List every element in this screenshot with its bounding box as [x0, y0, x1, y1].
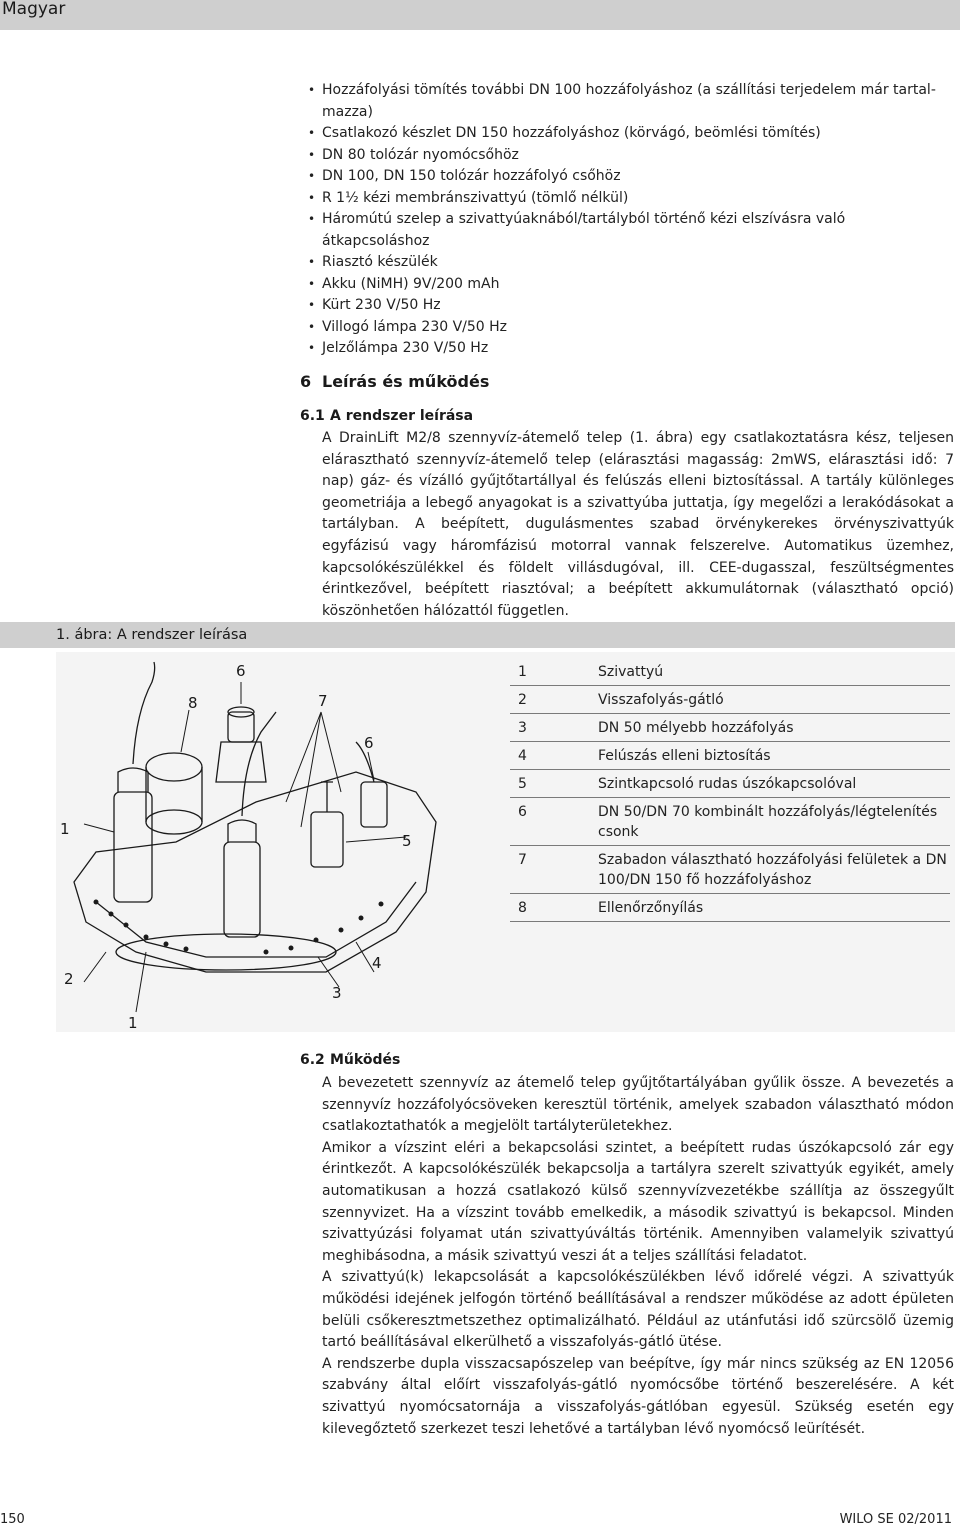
legend-text: DN 50/DN 70 kombinált hozzáfolyás/légtelenítés csonk: [598, 798, 950, 846]
section-6-2-number: 6.2: [300, 1052, 325, 1068]
callout-label: 3: [332, 984, 342, 1002]
left-pump-cap: [118, 768, 148, 792]
legend-text: Szabadon választható hozzáfolyási felületek a DN 100/DN 150 fő hozzáfolyáshoz: [598, 846, 950, 894]
legend-row: [510, 846, 950, 894]
legend-number: 8: [510, 894, 598, 922]
legend-text: Szintkapcsoló rudas úszókapcsolóval: [598, 770, 950, 798]
left-pump-hose: [133, 662, 155, 764]
paragraph: Amikor a vízszint eléri a bekapcsolási szintet, a beépített rudas úszókapcsoló zár egy érintkezőt. A kapcsolókészülék bekapcsolja a tartályra szerelt szivattyúk egyikét, amely automatikusan a hozzá csatlakozó külső szennyvízvezetékbe szállítja az összegyűlt szennyvizet. Ha a vízszint tovább emelkedik, a második szivattyú is bekapcsol. Minden szivattyúzási folyamat után szivattyúváltás történik. Amennyiben valamelyik szivattyú meghibásodna, a másik szivattyú veszi át a teljes szállítási feladatot.: [322, 1139, 954, 1264]
callout-label: 8: [188, 694, 198, 712]
figure-caption: 1. ábra: A rendszer leírása: [56, 627, 248, 643]
inlet-right: [361, 782, 387, 827]
legend-row: [510, 686, 950, 714]
figure-legend: [510, 658, 950, 922]
section-6-1-heading: [300, 408, 473, 424]
callout-label: 7: [318, 692, 328, 710]
list-item: • Hozzáfolyási tömítés további DN 100 hozzáfolyáshoz (a szállítási terjedelem már tartal-mazza): [308, 80, 953, 123]
callout-label: 5: [402, 832, 412, 850]
legend-text: Felúszás elleni biztosítás: [598, 742, 950, 770]
legend-number: 7: [510, 846, 598, 894]
legend-row: [510, 658, 950, 686]
callout-label: 6: [236, 662, 246, 680]
legend-row: [510, 894, 950, 922]
list-item: • DN 80 tolózár nyomócsőhöz: [308, 145, 953, 167]
legend-row: [510, 770, 950, 798]
tank-inner-rim: [96, 882, 416, 957]
accessory-list: [308, 80, 953, 360]
callout-label: 6: [364, 734, 374, 752]
language-header: [0, 0, 960, 30]
paragraph: A rendszerbe dupla visszacsapószelep van beépítve, így már nincs szükség az EN 12056 szabvány által előírt visszafolyás-gátló nyomócsőbe történő beszerelésére. A két szivattyú nyomócsatornája a visszafolyás-gátlóban egyesül. Szükség esetén egy kilevegőztető szerkezet teszi lehetővé a tartályban lévő nyomócső leürítését.: [322, 1355, 954, 1437]
section-6-2-title: Működés: [330, 1052, 401, 1068]
legend-number: 1: [510, 658, 598, 686]
legend-text: Ellenőrzőnyílás: [598, 894, 950, 922]
list-item: • Riasztó készülék: [308, 252, 953, 274]
list-item: • Háromútú szelep a szivattyúaknából/tartályból történő kézi elszívásra való átkapcsoláshoz: [308, 209, 953, 252]
inspection-opening: [146, 753, 202, 781]
tank-base: [116, 934, 336, 970]
legend-number: 2: [510, 686, 598, 714]
legend-number: 3: [510, 714, 598, 742]
section-6-1-number: 6.1: [300, 408, 325, 424]
section-6-1-text: A DrainLift M2/8 szennyvíz-átemelő telep (1. ábra) egy csatlakoztatásra kész, teljesen elárasztható szennyvíz-átemelő telep (elárasztási magasság: 2mWS, elárasztási idő: 7 nap) gáz- és vízálló gyűjtőtartállyal és felúszás elleni biztosítással. A tartály különleges geometriája a lebegő anyagokat is a szivattyúba juttatja, így megelőzi a lerakódásokat a tartályban. A beépített, dugulásmentes szabad örvénykerekes örvényszivattyúk egyfázisú vagy háromfázisú motorral vannak felszerelve. Automatikus üzemhez, kapcsolókészülékkel és földelt villásdugóval, ill. CEE-dugasszal, feszültségmentes érintkezővel, beépített riasztóval; a beépített akkumulátornak (választható opció) köszönhetően hálózattól független.: [322, 430, 954, 619]
float-switch: [311, 812, 343, 867]
callout-label: 1: [128, 1014, 138, 1032]
paragraph: A szivattyú(k) lekapcsolását a kapcsolókészülékben lévő időrelé végzi. A szivattyúk működési idejének jelfogón történő beállításával a rendszer működése az adott épületen belüli csőkeresztmetszethez optimalizálható. Például az utánfutási idő szürcsölő üzemig tartó beállításával elkerülhető a visszafolyás-gátló ütése.: [322, 1269, 954, 1351]
legend-text: Szivattyú: [598, 658, 950, 686]
center-pump-body: [224, 842, 260, 937]
section-6-heading: [300, 372, 489, 391]
legend-number: 4: [510, 742, 598, 770]
legend-row: [510, 798, 950, 846]
legend-number: 5: [510, 770, 598, 798]
tank-outline: [74, 772, 436, 972]
section-6-title: Leírás és működés: [322, 372, 490, 391]
legend-text: DN 50 mélyebb hozzáfolyás: [598, 714, 950, 742]
section-6-2-body: [322, 1073, 954, 1440]
callout-label: 4: [372, 954, 382, 972]
footer-publisher: WILO SE 02/2011: [839, 1512, 952, 1527]
legend-text: Visszafolyás-gátló: [598, 686, 950, 714]
list-item: • Jelzőlámpa 230 V/50 Hz: [308, 338, 953, 360]
list-item: • Kürt 230 V/50 Hz: [308, 295, 953, 317]
section-6-number: 6: [300, 372, 312, 391]
list-item: • R 1½ kézi membránszivattyú (tömlő nélkül): [308, 188, 953, 210]
section-6-2-heading: [300, 1052, 400, 1068]
list-item: • Villogó lámpa 230 V/50 Hz: [308, 317, 953, 339]
paragraph: A bevezetett szennyvíz az átemelő telep gyűjtőtartályában gyűlik össze. A bevezetés a szennyvíz hozzáfolyócsöveken keresztül történik, amelyek szabadon választható módon csatlakoztathatók a megjelölt tartályterületekhez.: [322, 1075, 954, 1135]
legend-row: [510, 742, 950, 770]
figure-caption-bar: [0, 622, 955, 648]
system-drawing: [56, 652, 506, 1032]
center-pump-hose: [242, 712, 276, 816]
figure-panel: [56, 652, 955, 1032]
callout-label: 1: [60, 820, 70, 838]
list-item: • Csatlakozó készlet DN 150 hozzáfolyáshoz (körvágó, beömlési tömítés): [308, 123, 953, 145]
page-number: 150: [0, 1512, 25, 1527]
legend-number: 6: [510, 798, 598, 846]
section-6-1-title: A rendszer leírása: [330, 408, 474, 424]
list-item: • Akku (NiMH) 9V/200 mAh: [308, 274, 953, 296]
center-pump-cap: [228, 820, 256, 842]
language-label: Magyar: [2, 0, 66, 19]
callout-label: 2: [64, 970, 74, 988]
list-item: • DN 100, DN 150 tolózár hozzáfolyó csőhöz: [308, 166, 953, 188]
legend-row: [510, 714, 950, 742]
